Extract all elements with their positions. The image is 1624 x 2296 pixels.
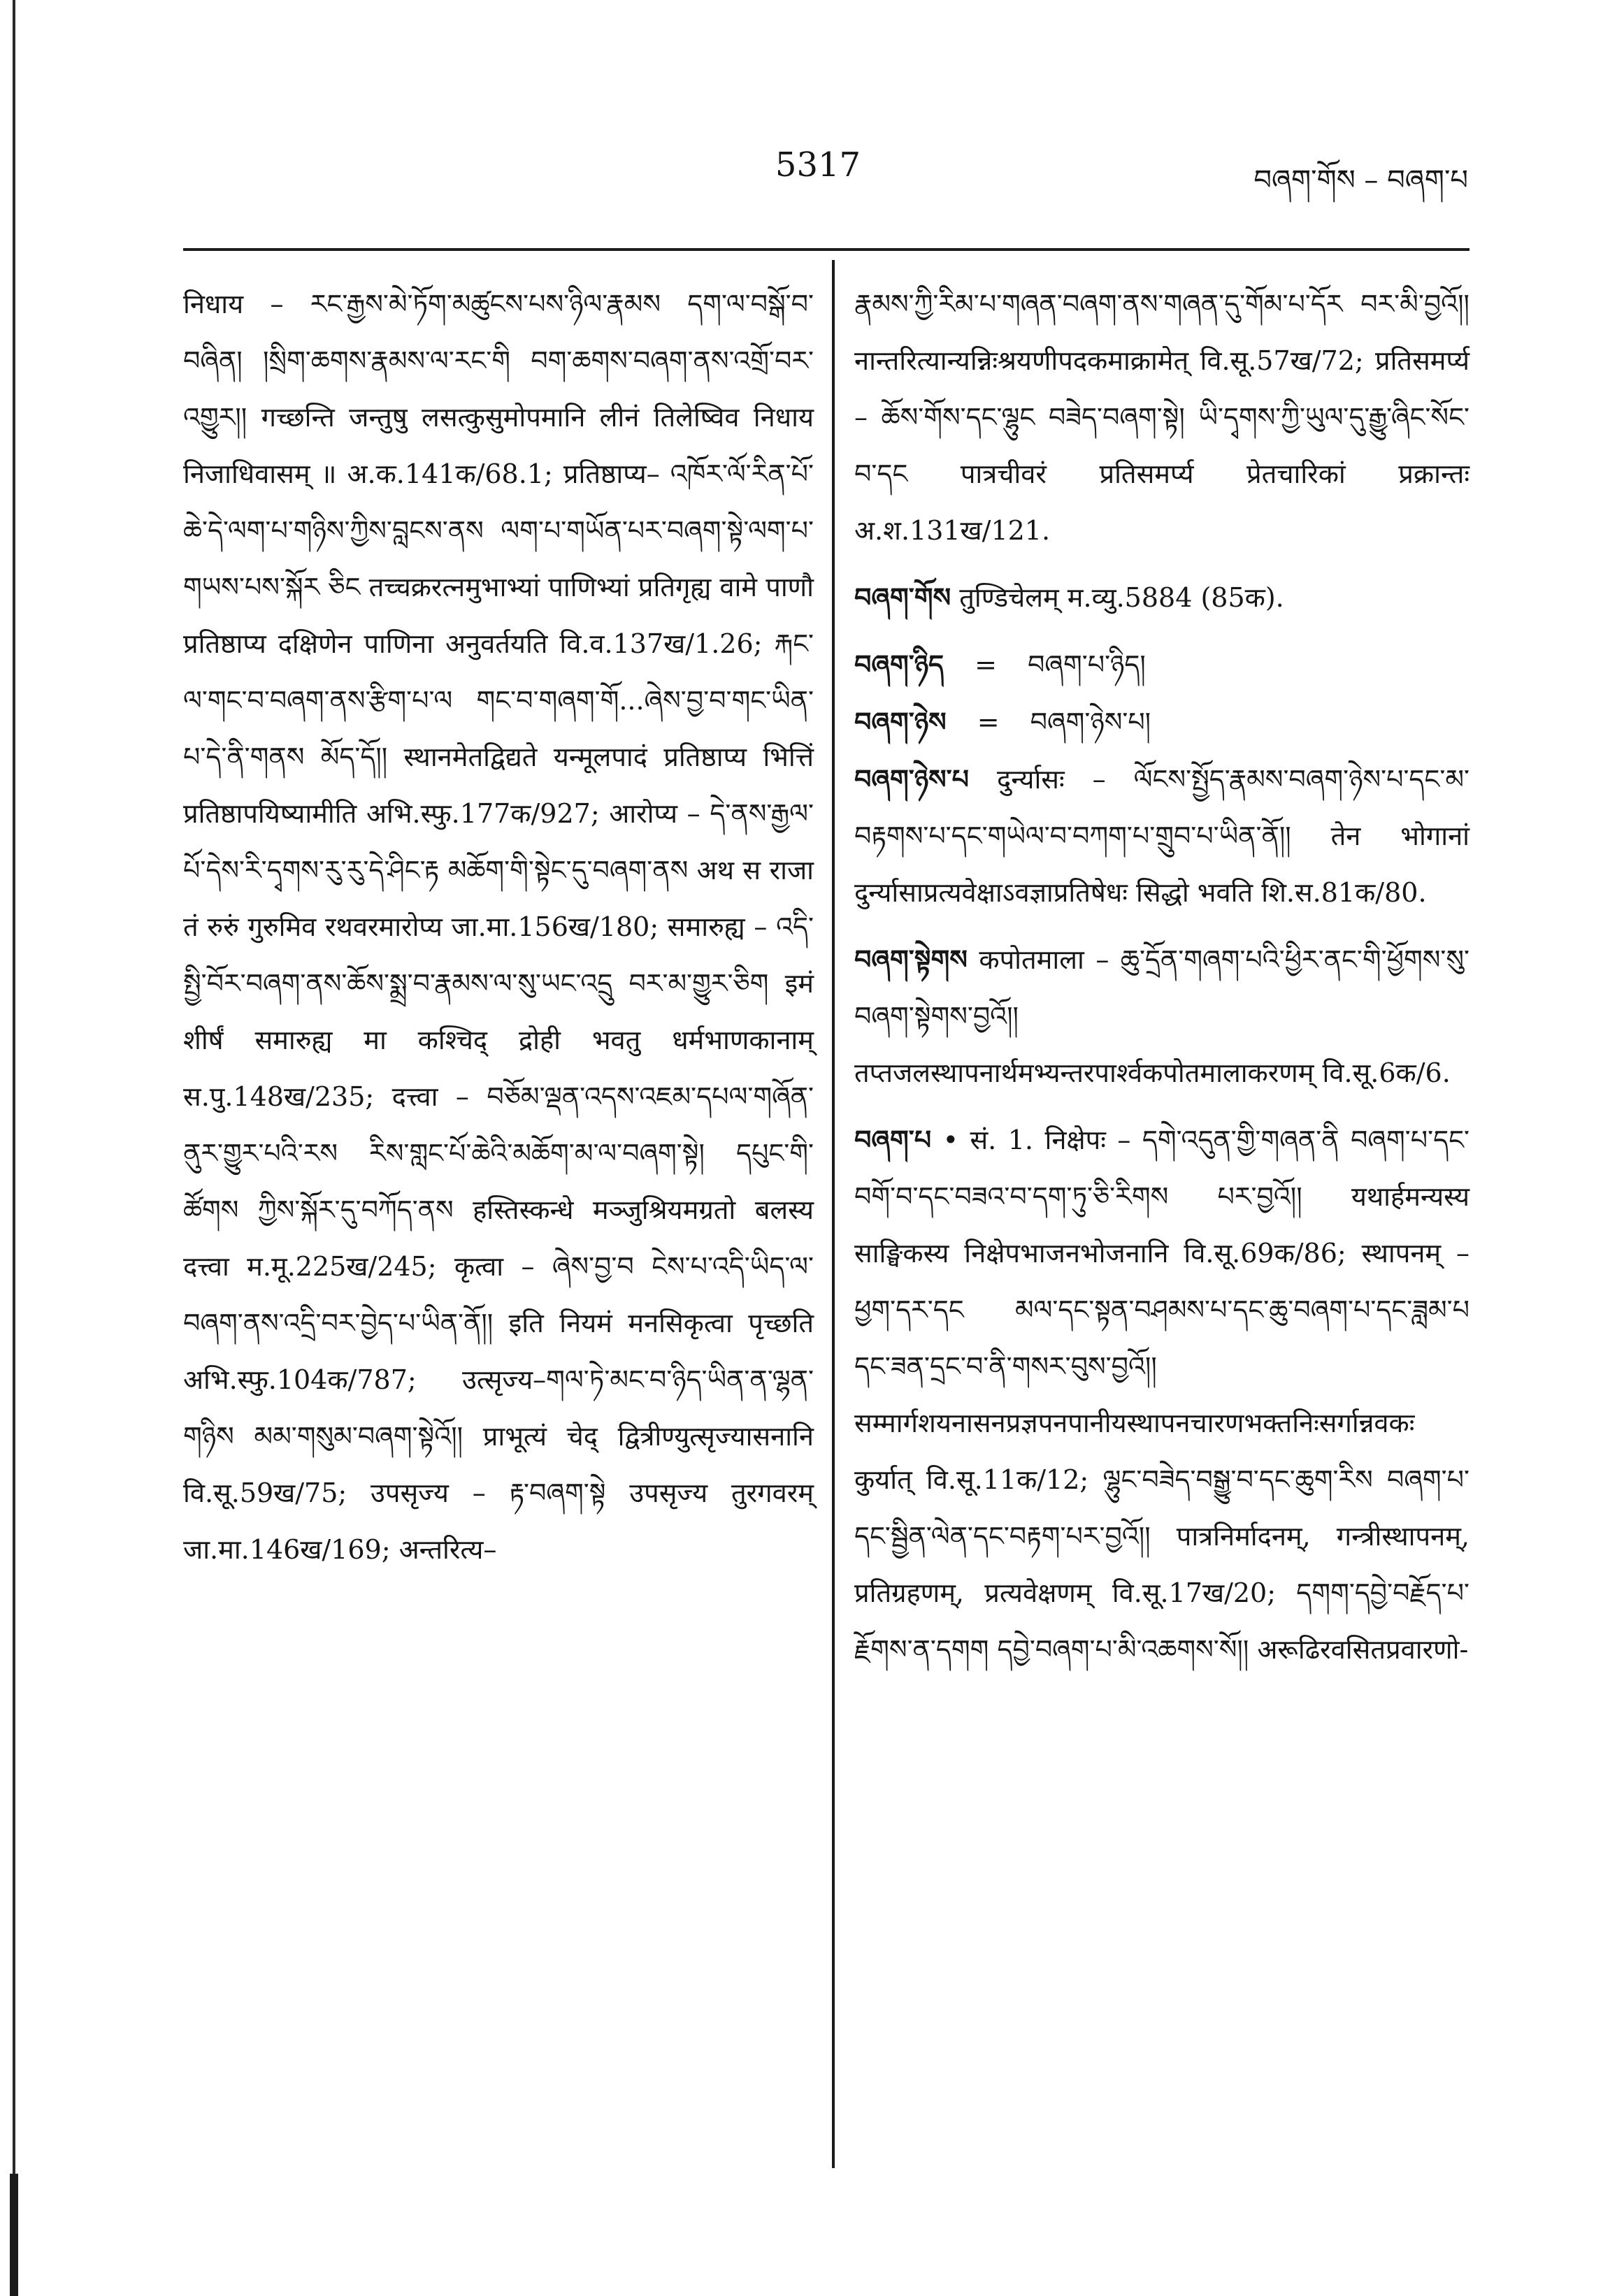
guide-words: བཞག་གོས – བཞག་པ: [1253, 164, 1468, 196]
pos-marker: • सं.: [942, 1125, 997, 1155]
headword-nyes-pa: བཞག་ཉེས་པ: [854, 763, 970, 795]
headword-nyes: བཞག་ཉེས: [854, 706, 947, 737]
column-rule: [832, 260, 835, 2168]
headword-gos: བཞག་གོས: [854, 582, 951, 613]
entry-stegs-text: कपोतमाला – ཆུ་དྲོན་གཞག་པའི་ཕྱིར་ནང་གི་ཕྱོགས་སུ་བཞག་སྟེགས་བྱའོ།། तप्तजलस्थापनार्थमभ्यन्तरपार्श्वकपोतमालाकरणम् वि.सू.6क/6.: [854, 944, 1469, 1088]
entry-nyes: [854, 693, 1469, 751]
equals-sign: =: [977, 707, 1000, 737]
entry-nyes-pa: [854, 751, 1469, 921]
right-column: [854, 276, 1469, 1688]
entry-stegs: [854, 931, 1469, 1102]
entry-nyes-pa-text: दुर्न्यासः – ལོངས་སྤྱོད་རྣམས་བཞག་ཉེས་པ་དང་མ་བརྟགས་པ་དང་གཡེལ་བ་བཀག་པ་གྲུབ་པ་ཡིན་ནོ།། तेन भोगानां दुर्न्यासाप्रत्यवेक्षाऽवज्ञाप्रतिषेधः सिद्धो भवति शि.स.81क/80.: [854, 764, 1469, 908]
headword-stegs: བཞག་སྟེགས: [854, 944, 968, 975]
entry-gos: [854, 569, 1469, 626]
cross-reference: བཞག་ཉེས་པ།: [1030, 707, 1151, 737]
left-column-text: निधाय – རང་རྒྱས་མེ་ཏོག་མཚུངས་པས་ཉིལ་རྣམས དག་ལ་བསྒོ་བ་བཞིན། །སྲིག་ཆགས་རྣམས་ལ་རང་གི བག་ཆགས་བཞག་ནས་འགྲོ་བར་འགྱུར།། गच्छन्ति जन्तुषु लसत्कुसुमोपमानि लीनं तिलेष्विव निधाय निजाधिवासम् ॥ अ.क.141क/68.1; प्रतिष्ठाप्य– འཁོར་ལོ་རིན་པོ་ཆེ་དེ་ལག་པ་གཉིས་ཀྱིས་བླངས་ནས ལག་པ་གཡོན་པར་བཞག་སྟེ་ལག་པ་གཡས་པས་སྐོར ཅིང तच्चक्ररत्नमुभाभ्यां पाणिभ्यां प्रतिगृह्य वामे पाणौ प्रतिष्ठाप्य दक्षिणेन पाणिना अनुवर्तयति वि.व.137ख/1.26; རྐང་ལ་གང་བ་བཞག་ནས་རྩིག་པ་ལ གང་བ་གཞག་གོ...ཞེས་བྱ་བ་གང་ཡིན་པ་དེ་ནི་གནས མོད་དོ།། स्थानमेतद्विद्यते यन्मूलपादं प्रतिष्ठाप्य भित्तिं प्रतिष्ठापयिष्यामीति अभि.स्फु.177क/927; आरोप्य – དེ་ནས་རྒྱལ་པོ་དེས་རི་དྭགས་རུ་རུ་དེ་ཤིང་རྟ མཆོག་གི་སྟེང་དུ་བཞག་ནས अथ स राजा तं रुरुं गुरुमिव रथवरमारोप्य जा.मा.156ख/180; समारुह्य – འདི་སྤྱི་བོར་བཞག་ནས་ཆོས་སྨྲ་བ་རྣམས་ལ་སུ་ཡང་འདྲུ བར་མ་གྱུར་ཅིག इमं शीर्षं समारुह्य मा कश्चिद् द्रोही भवतु धर्मभाणकानाम् स.पु.148ख/235; दत्त्वा – བཅོམ་ལྡན་འདས་འཇམ་དཔལ་གཞོན་ནུར་གྱུར་པའི་རས རིས་གླང་པོ་ཆེའི་མཆོག་མ་ལ་བཞག་སྟེ། དཔུང་གི་ཚོགས ཀྱིས་སྐོར་དུ་བཀོད་ནས हस्तिस्कन्धे मञ्जुश्रियमग्रतो बलस्य दत्त्वा म.मू.225ख/245; कृत्वा – ཞེས་བྱ་བ ངེས་པ་འདི་ཡིད་ལ་བཞག་ནས་འདྲི་བར་བྱེད་པ་ཡིན་ནོ།། इति नियमं मनसिकृत्वा पृच्छति अभि.स्फु.104क/787; उत्सृज्य–གལ་ཏེ་མང་བ་ཉིད་ཡིན་ན་ལྷན་གཉིས མམ་གསུམ་བཞག་སྟེའོ།། प्राभूत्यं चेद् द्वित्रीण्युत्सृज्यासनानि वि.सू.59ख/75; उपसृज्य – རྟ་བཞག་སྟེ उपसृज्य तुरगवरम् जा.मा.146ख/169; अन्तरित्य–: [183, 289, 814, 1565]
entry-pa-text: 1. निक्षेपः – དགེ་འདུན་གྱི་གཞན་ནི བཞག་པ་དང་བགོ་བ་དང་བཟའ་བ་དག་ཏུ་ཅི་རིགས པར་བྱའོ།། यथार्हमन्यस्य साङ्घिकस्य निक्षेपभाजनभोजनानि वि.सू.69क/86; स्थापनम् – ཕྱག་དར་དང མལ་དང་སྟན་བཤམས་པ་དང་ཆུ་བཞག་པ་དང་ཟླམ་པ དང་ཟན་དྲང་བ་ནི་གསར་བུས་བྱའོ།། सम्मार्गशयनासनप्रज्ञपनपानीयस्थापनचारणभक्तनिःसर्गान्नवकः कुर्यात् वि.सू.11क/12; ལྷུང་བཟེད་བསྒྱུ་བ་དང་ཆུག་རིས བཞག་པ་དང་སྦྱིན་ལེན་དང་བརྟག་པར་བྱའོ།། पात्रनिर्मादनम्, गन्त्रीस्थापनम्, प्रतिग्रहणम्, प्रत्यवेक्षणम् वि.सू.17ख/20; དགག་དབྱེ་བརྗོད་པ་རྗོགས་ན་དགག དབྱེ་བཞག་པ་མི་འཆགས་སོ།། अरूढिरवसितप्रवारणो-: [854, 1125, 1469, 1665]
headword-nyid: བཞག་ཉིད: [854, 649, 944, 680]
entry-pa: [854, 1111, 1469, 1678]
headword-pa: བཞག་པ: [854, 1124, 932, 1155]
right-column-continuation: རྣམས་ཀྱི་རིམ་པ་གཞན་བཞག་ནས་གཞན་དུ་གོམ་པ་དོར བར་མི་བྱའོ།། नान्तरित्यान्यन्निःश्रयणीपदकमाक्रामेत् वि.सू.57ख/72; प्रतिसमर्प्य – ཆོས་གོས་དང་ལྷུང བཟེད་བཞག་སྟེ། ཡི་དྭགས་ཀྱི་ཡུལ་དུ་རྒྱུ་ཞིང་སོང་བ་དང पात्रचीवरं प्रतिसमर्प्य प्रेतचारिकां प्रक्रान्तः अ.श.131ख/121.: [854, 289, 1469, 546]
left-column: [183, 276, 814, 1578]
binding-edge: [13, 0, 15, 2296]
cross-reference: བཞག་པ་ཉིད།: [1028, 649, 1146, 680]
header-rule: [183, 248, 1469, 251]
entry-nyid: [854, 636, 1469, 693]
equals-sign: =: [975, 649, 997, 680]
entry-gos-text: तुण्डिचेलम् म.व्यु.5884 (85क).: [959, 582, 1284, 613]
binding-foot: [10, 2174, 18, 2296]
page-number: 5317: [775, 145, 861, 185]
